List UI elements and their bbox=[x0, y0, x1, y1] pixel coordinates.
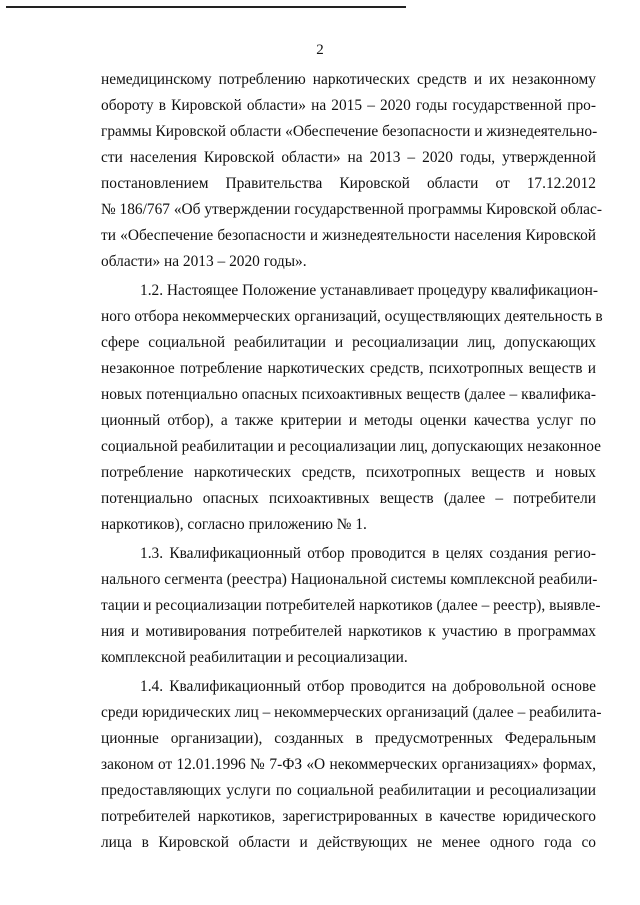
text-line: сти населения Кировской области» на 2013 – 2020 годы, утвержденной bbox=[101, 149, 596, 166]
text-line: нального сегмента (реестра) Национальной системы комплексной реабили- bbox=[101, 571, 598, 588]
text-line: новых потенциально опасных психоактивных веществ (далее – квалифика- bbox=[101, 386, 596, 403]
text-line: потребителей наркотиков, зарегистрированных в качестве юридического bbox=[101, 808, 596, 825]
text-line: обороту в Кировской области» на 2015 – 2020 годы государственной про- bbox=[101, 97, 596, 114]
text-line: граммы Кировской области «Обеспечение безопасности и жизнедеятельно- bbox=[101, 123, 598, 140]
text-line: ционные организации), созданных в предусмотренных Федеральным bbox=[101, 730, 596, 747]
page-number: 2 bbox=[316, 42, 324, 58]
text-line: № 186/767 «Об утверждении государственной программы Кировской облас- bbox=[101, 201, 602, 218]
text-line: тации и ресоциализации потребителей наркотиков (далее – реестр), выявле- bbox=[101, 597, 601, 614]
paragraph-1-4-first-line: 1.4. Квалификационный отбор проводится на добровольной основе bbox=[140, 678, 596, 695]
text-line: постановлением Правительства Кировской области от 17.12.2012 bbox=[101, 175, 596, 192]
text-line: ти «Обеспечение безопасности и жизнедеятельности населения Кировской bbox=[101, 227, 596, 244]
text-line: немедицинскому потреблению наркотических средств и их незаконному bbox=[101, 71, 596, 88]
paragraph-1-2-first-line: 1.2. Настоящее Положение устанавливает процедуру квалификацион- bbox=[140, 282, 598, 299]
text-line: предоставляющих услуги по социальной реабилитации и ресоциализации bbox=[101, 782, 596, 799]
text-line: среди юридических лиц – некоммерческих организаций (далее – реабилита- bbox=[101, 704, 602, 721]
text-line: наркотиков), согласно приложению № 1. bbox=[101, 516, 367, 533]
text-line: социальной реабилитации и ресоциализации лиц, допускающих незаконное bbox=[101, 438, 601, 455]
text-line: ного отбора некоммерческих организаций, осуществляющих деятельность в bbox=[101, 308, 603, 325]
paragraph-1-3-first-line: 1.3. Квалификационный отбор проводится в целях создания регио- bbox=[140, 545, 596, 562]
text-line: комплексной реабилитации и ресоциализации. bbox=[101, 649, 408, 666]
text-line: области» на 2013 – 2020 годы». bbox=[101, 253, 307, 270]
text-line: сфере социальной реабилитации и ресоциализации лиц, допускающих bbox=[101, 334, 596, 351]
text-line: лица в Кировской области и действующих не менее одного года со bbox=[101, 834, 596, 851]
top-rule bbox=[6, 6, 406, 8]
text-line: ния и мотивирования потребителей наркотиков к участию в программах bbox=[101, 623, 596, 640]
text-line: потенциально опасных психоактивных веществ (далее – потребители bbox=[101, 490, 596, 507]
text-line: незаконное потребление наркотических средств, психотропных веществ и bbox=[101, 360, 596, 377]
text-line: потребление наркотических средств, психотропных веществ и новых bbox=[101, 464, 596, 481]
text-line: законом от 12.01.1996 № 7-ФЗ «О некоммерческих организациях» формах, bbox=[101, 756, 596, 773]
text-line: ционный отбор), а также критерии и методы оценки качества услуг по bbox=[101, 412, 596, 429]
